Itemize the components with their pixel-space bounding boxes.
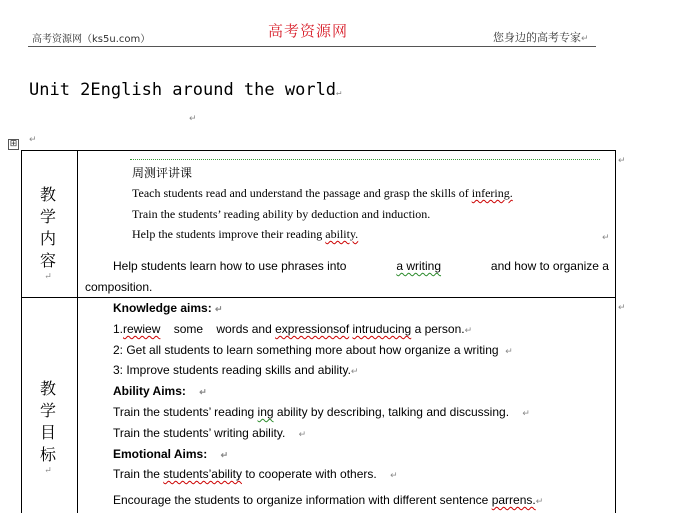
paragraph-mark: ↵ bbox=[189, 114, 197, 124]
section1-line5: composition. bbox=[85, 280, 153, 294]
ability-aim-2: Train the students’ writing ability. ↵ bbox=[113, 426, 307, 440]
header-left-text: 高考资源网（ks5u.com） bbox=[32, 34, 151, 45]
table-border-middle bbox=[21, 297, 616, 298]
knowledge-aim-2: 2: Get all students to learn something more about how organize a writing ↵ bbox=[113, 343, 513, 357]
section1-line4: Help students learn how to use phrases into a writing and how to organize a bbox=[113, 259, 609, 273]
row-end-mark: ↵ bbox=[618, 156, 626, 166]
section1-line1: Teach students read and understand the passage and grasp the skills of infering. bbox=[132, 186, 513, 200]
table-border-top bbox=[21, 150, 616, 151]
header-right-text: 您身边的高考专家↵ bbox=[493, 31, 589, 44]
emotional-aims-title: Emotional Aims: ↵ bbox=[113, 447, 229, 461]
table-border-right bbox=[615, 150, 616, 513]
field-dotted-line bbox=[130, 159, 600, 160]
emotional-aim-1: Train the students’ability to cooperate with others. ↵ bbox=[113, 467, 398, 481]
section1-heading: 周测评讲课 bbox=[132, 166, 193, 180]
emotional-aim-2: Encourage the students to organize information with different sentence parrens.↵ bbox=[113, 493, 544, 507]
paragraph-mark: ↵ bbox=[29, 135, 37, 145]
ability-aim-1: Train the students’ reading ing ability by describing, talking and discussing. ↵ bbox=[113, 405, 530, 419]
section1-line3: Help the students improve their reading ability. bbox=[132, 227, 359, 241]
section2-label: 教 学 目 标 ↵ bbox=[39, 379, 56, 476]
knowledge-aims-title: Knowledge aims: ↵ bbox=[113, 301, 223, 315]
paragraph-mark: ↵ bbox=[602, 233, 610, 243]
table-move-handle[interactable]: ⊞ bbox=[9, 139, 18, 149]
page-title: Unit 2English around the world↵ bbox=[29, 80, 342, 100]
row-end-mark: ↵ bbox=[618, 303, 626, 313]
header-divider bbox=[28, 46, 596, 47]
section1-label: 教 学 内 容 ↵ bbox=[39, 185, 56, 282]
ability-aims-title: Ability Aims: ↵ bbox=[113, 384, 207, 398]
knowledge-aim-3: 3: Improve students reading skills and ability.↵ bbox=[113, 363, 359, 377]
section1-line2: Train the students’ reading ability by deduction and induction. bbox=[132, 207, 431, 221]
knowledge-aim-1: 1.rewiew some words and expressionsof intruducing a person.↵ bbox=[113, 322, 473, 336]
table-border-left bbox=[21, 150, 22, 513]
table-column-divider bbox=[77, 150, 78, 513]
header-logo-text: 高考资源网 bbox=[268, 22, 349, 40]
